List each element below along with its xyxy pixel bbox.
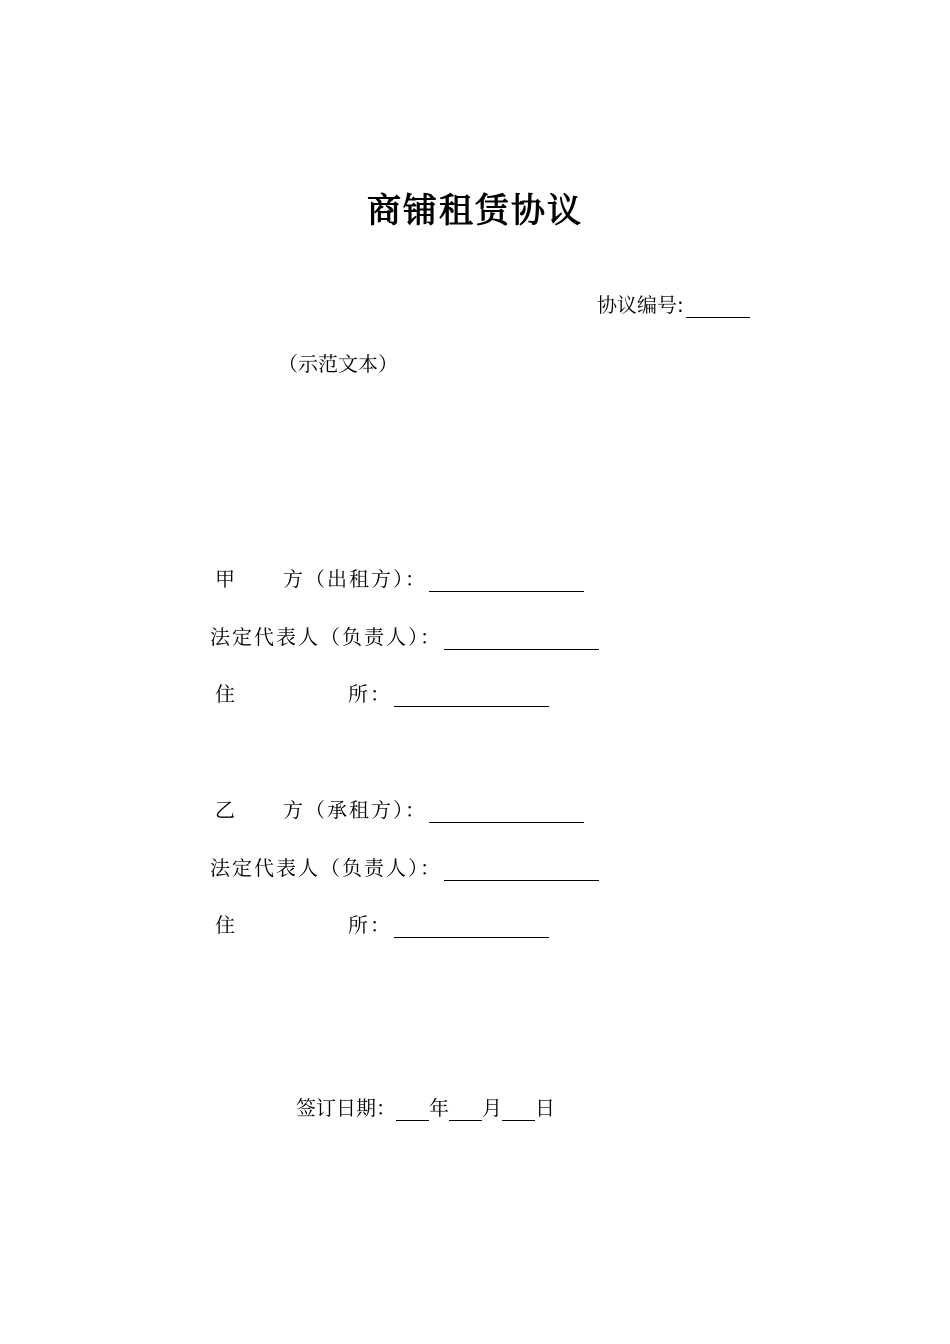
sign-date: [296, 1092, 555, 1121]
party-b-blank: [429, 800, 584, 823]
agreement-number: [597, 289, 750, 318]
party-a-label-2: 方（出租方）：: [283, 567, 427, 591]
party-a-field: [215, 563, 584, 592]
party-a-blank: [429, 569, 584, 592]
sample-note: （示范文本）: [278, 352, 398, 376]
party-b-rep-label: 法定代表人（负责人）：: [210, 856, 442, 880]
month-label: 月: [482, 1096, 502, 1120]
party-a-rep-blank: [444, 627, 599, 650]
day-blank: [502, 1098, 535, 1121]
party-b-rep-blank: [444, 858, 599, 881]
party-b-field: [215, 794, 584, 823]
party-b-address-blank: [394, 915, 549, 938]
agreement-number-blank: [686, 297, 750, 318]
party-b-label-1: 乙: [215, 798, 237, 822]
party-a-address-field: [215, 678, 549, 707]
party-b-address-label-1: 住: [215, 913, 237, 937]
year-label: 年: [429, 1096, 449, 1120]
party-a-address-label-2: 所：: [348, 682, 392, 706]
party-a-rep-field: [210, 621, 599, 650]
party-a-rep-label: 法定代表人（负责人）：: [210, 625, 442, 649]
day-label: 日: [535, 1096, 555, 1120]
sign-date-label: 签订日期：: [296, 1096, 396, 1120]
agreement-number-label: 协议编号:: [597, 293, 684, 317]
party-b-label-2: 方（承租方）：: [283, 798, 427, 822]
party-a-address-label-1: 住: [215, 682, 237, 706]
party-a-address-blank: [394, 684, 549, 707]
year-blank: [396, 1098, 429, 1121]
document-title: 商铺租赁协议: [367, 191, 583, 231]
party-b-address-label-2: 所：: [348, 913, 392, 937]
party-b-address-field: [215, 909, 549, 938]
party-b-rep-field: [210, 852, 599, 881]
party-a-label-1: 甲: [215, 567, 237, 591]
month-blank: [449, 1098, 482, 1121]
